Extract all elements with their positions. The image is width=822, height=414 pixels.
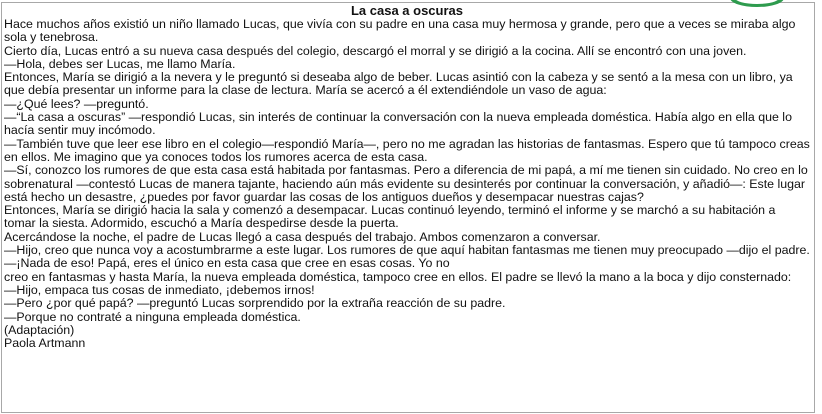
paragraph-lucas-reply: —¡Nada de eso! Papá, eres el único en esta casa que cree en esas cosas. Yo no <box>4 256 450 271</box>
paragraph-rumors: —Sí, conozco los rumores de que esta casa está habitada por fantasmas. Pero a diferencia de mi papá, a mí me tienen sin cuidado. No creo en lo sobrenatural —contestó Lucas de manera tajante, haciendo aún más evidente su desinterés por continuar la conversación, y añadió—: Este lugar está hecho un desastre, ¿puedes por favor guardar las cosas de los antiguos dueños y desempacar nuestras cajas? <box>4 163 808 204</box>
paragraph-ending: —Porque no contraté a ninguna empleada doméstica. <box>4 309 301 324</box>
document-title: La casa a oscuras <box>350 3 464 18</box>
paragraph-maria-reply: —También tuve que leer ese libro en el colegio—respondió María—, pero no me agradan las historias de fantasmas. Espero que tú tampoco creas en ellos. Me imagino que ya conoces todos los rumores acerca de esta casa. <box>4 136 810 164</box>
paragraph-pack: —Hijo, empaca tus cosas de inmediato, ¡debemos irnos! <box>4 282 315 297</box>
paragraph-lucas-reply-cont: creo en fantasmas y hasta María, la nueva empleada doméstica, tampoco cree en ellos. El padre se llevó la mano a la boca y dijo consternado: <box>4 269 792 284</box>
paragraph-intro: Hace muchos años existió un niño llamado Lucas, que vivía con su padre en una casa muy hermosa y grande, pero que a veces se miraba algo sola y tenebrosa. <box>4 17 796 45</box>
document-body <box>4 4 810 350</box>
adaptation-note: (Adaptación) <box>4 322 75 337</box>
paragraph-arrival: Cierto día, Lucas entró a su nueva casa después del colegio, descargó el morral y se dirigió a la cocina. Allí se encontró con una joven. <box>4 43 747 58</box>
author-name: Paola Artmann <box>4 336 86 351</box>
paragraph-evening: Acercándose la noche, el padre de Lucas llegó a casa después del trabajo. Ambos comenzaron a conversar. <box>4 229 601 244</box>
paragraph-father-worry: —Hijo, creo que nunca voy a acostumbrarme a este lugar. Los rumores de que aquí habitan fantasmas me tienen muy preocupado —dijo el padre. <box>4 243 810 258</box>
paragraph-why: —Pero ¿por qué papá? —preguntó Lucas sorprendido por la extraña reacción de su padre. <box>4 296 506 311</box>
paragraph-kitchen: Entonces, María se dirigió a la nevera y le preguntó si deseaba algo de beber. Lucas asintió con la cabeza y se sentó a la mesa con un libro, ya que debía presentar un informe para la clase de lectura. María se acercó a él extendiéndole un vaso de agua: <box>4 70 793 98</box>
paragraph-question: —¿Qué lees? —preguntó. <box>4 96 149 111</box>
paragraph-unpacking: Entonces, María se dirigió hacia la sala y comenzó a desempacar. Lucas continuó leyendo, terminó el informe y se marchó a su habitación a tomar la siesta. Adormido, escuchó a María despedirse desde la puerta. <box>4 203 776 231</box>
paragraph-book-answer: —“La casa a oscuras” —respondió Lucas, sin interés de continuar la conversación con la nueva empleada doméstica. Había algo en ella que lo hacía sentir muy incómodo. <box>4 110 792 138</box>
paragraph-greeting: —Hola, debes ser Lucas, me llamo María. <box>4 56 236 71</box>
